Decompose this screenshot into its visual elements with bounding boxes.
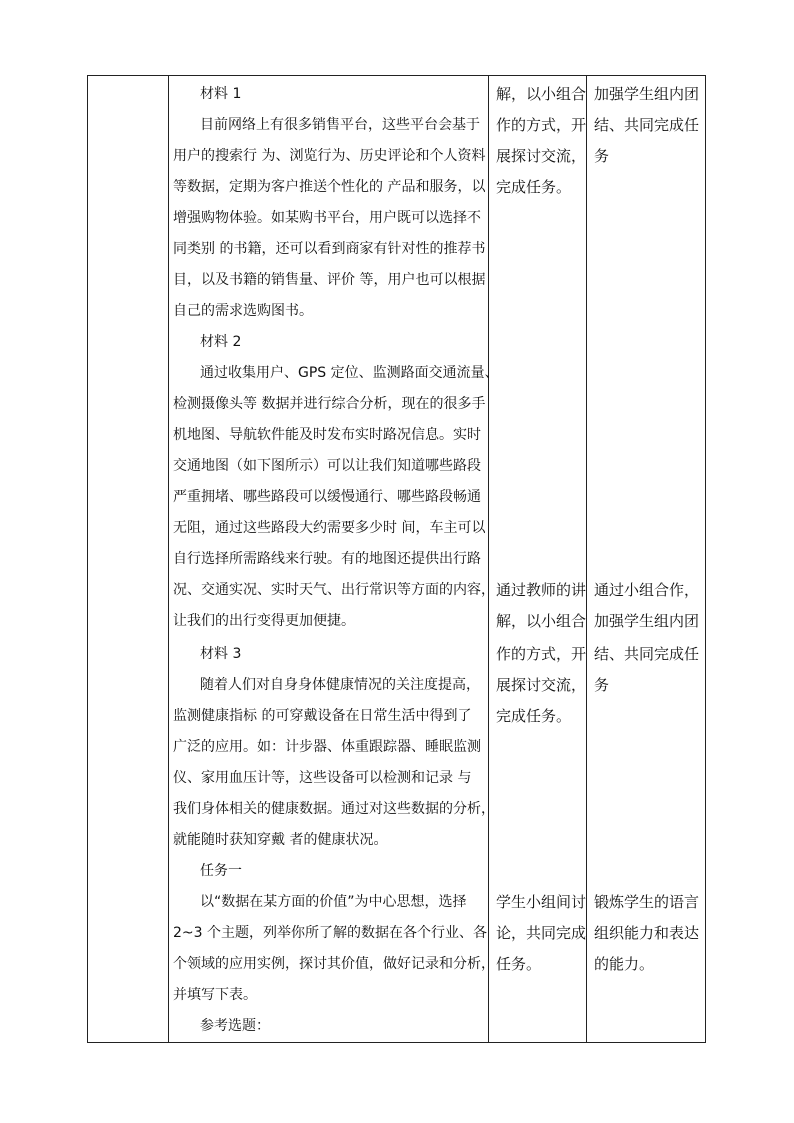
lesson-table bbox=[87, 75, 706, 1043]
activity-line: 解，以小组合 bbox=[496, 85, 587, 103]
column-empty bbox=[88, 76, 168, 1042]
activity-line: 通过教师的讲 bbox=[496, 581, 587, 599]
text-line: 用户的搜索行 为、浏览行为、历史评论和个人资料 bbox=[173, 148, 486, 164]
task-1-heading: 任务一 bbox=[200, 863, 242, 879]
material-1-heading: 材料 1 bbox=[200, 86, 242, 102]
intent-line: 结、共同完成任 bbox=[594, 645, 700, 663]
column-content bbox=[168, 76, 499, 1042]
text-line: 通过收集用户、GPS 定位、监测路面交通流量、 bbox=[200, 365, 499, 381]
text-line: 广泛的应用。如：计步器、体重跟踪器、睡眠监测 bbox=[173, 739, 481, 755]
intent-line: 的能力。 bbox=[594, 955, 655, 973]
text-line: 自己的需求选购图书。 bbox=[173, 303, 313, 319]
text-line: 况、交通实况、实时天气、出行常识等方面的内容， bbox=[173, 582, 495, 598]
column-design-intent bbox=[586, 76, 707, 1042]
intent-line: 务 bbox=[594, 676, 610, 694]
text-line: 2~3 个主题，列举你所了解的数据在各个行业、各 bbox=[173, 925, 487, 941]
activity-line: 解，以小组合 bbox=[496, 612, 587, 630]
reference-topics-label: 参考选题： bbox=[200, 1018, 270, 1034]
activity-line: 完成任务。 bbox=[496, 178, 572, 196]
activity-line: 学生小组间讨 bbox=[496, 893, 587, 911]
intent-line: 加强学生组内团 bbox=[594, 612, 700, 630]
activity-line: 任务。 bbox=[496, 955, 542, 973]
intent-line: 锻炼学生的语言 bbox=[594, 893, 700, 911]
text-line: 个领域的应用实例，探讨其价值，做好记录和分析， bbox=[173, 956, 495, 972]
text-line: 以“数据在某方面的价值”为中心思想，选择 bbox=[200, 894, 467, 910]
text-line: 无阻，通过这些路段大约需要多少时 间，车主可以 bbox=[173, 520, 486, 536]
text-line: 并填写下表。 bbox=[173, 987, 257, 1003]
text-line: 让我们的出行变得更加便捷。 bbox=[173, 613, 355, 629]
text-line: 等数据，定期为客户推送个性化的 产品和服务，以 bbox=[173, 179, 486, 195]
text-line: 机地图、导航软件能及时发布实时路况信息。实时 bbox=[173, 427, 481, 443]
text-line: 目前网络上有很多销售平台，这些平台会基于 bbox=[200, 117, 480, 133]
column-student-activity bbox=[488, 76, 586, 1042]
text-line: 随着人们对自身身体健康情况的关注度提高， bbox=[200, 677, 480, 693]
material-3-heading: 材料 3 bbox=[200, 646, 242, 662]
text-line: 检测摄像头等 数据并进行综合分析，现在的很多手 bbox=[173, 396, 486, 412]
activity-line: 作的方式，开 bbox=[496, 645, 587, 663]
text-line: 增强购物体验。如某购书平台，用户既可以选择不 bbox=[173, 210, 481, 226]
intent-line: 务 bbox=[594, 147, 610, 165]
text-line: 就能随时获知穿戴 者的健康状况。 bbox=[173, 832, 388, 848]
text-line: 自行选择所需路线来行驶。有的地图还提供出行路 bbox=[173, 551, 481, 567]
intent-line: 结、共同完成任 bbox=[594, 116, 700, 134]
intent-line: 组织能力和表达 bbox=[594, 924, 700, 942]
activity-line: 论，共同完成 bbox=[496, 924, 587, 942]
activity-line: 作的方式，开 bbox=[496, 116, 587, 134]
activity-line: 完成任务。 bbox=[496, 707, 572, 725]
material-2-heading: 材料 2 bbox=[200, 334, 242, 350]
activity-line: 展探讨交流， bbox=[496, 147, 587, 165]
activity-line: 展探讨交流， bbox=[496, 676, 587, 694]
intent-line: 加强学生组内团 bbox=[594, 85, 700, 103]
text-line: 目，以及书籍的销售量、评价 等，用户也可以根据 bbox=[173, 272, 486, 288]
text-line: 监测健康指标 的可穿戴设备在日常生活中得到了 bbox=[173, 708, 472, 724]
text-line: 同类别 的书籍，还可以看到商家有针对性的推荐书 bbox=[173, 241, 486, 257]
text-line: 我们身体相关的健康数据。通过对这些数据的分析， bbox=[173, 801, 495, 817]
text-line: 严重拥堵、哪些路段可以缓慢通行、哪些路段畅通 bbox=[173, 489, 481, 505]
intent-line: 通过小组合作， bbox=[594, 581, 700, 599]
text-line: 仪、家用血压计等，这些设备可以检测和记录 与 bbox=[173, 770, 472, 786]
text-line: 交通地图（如下图所示）可以让我们知道哪些路段 bbox=[173, 458, 481, 474]
